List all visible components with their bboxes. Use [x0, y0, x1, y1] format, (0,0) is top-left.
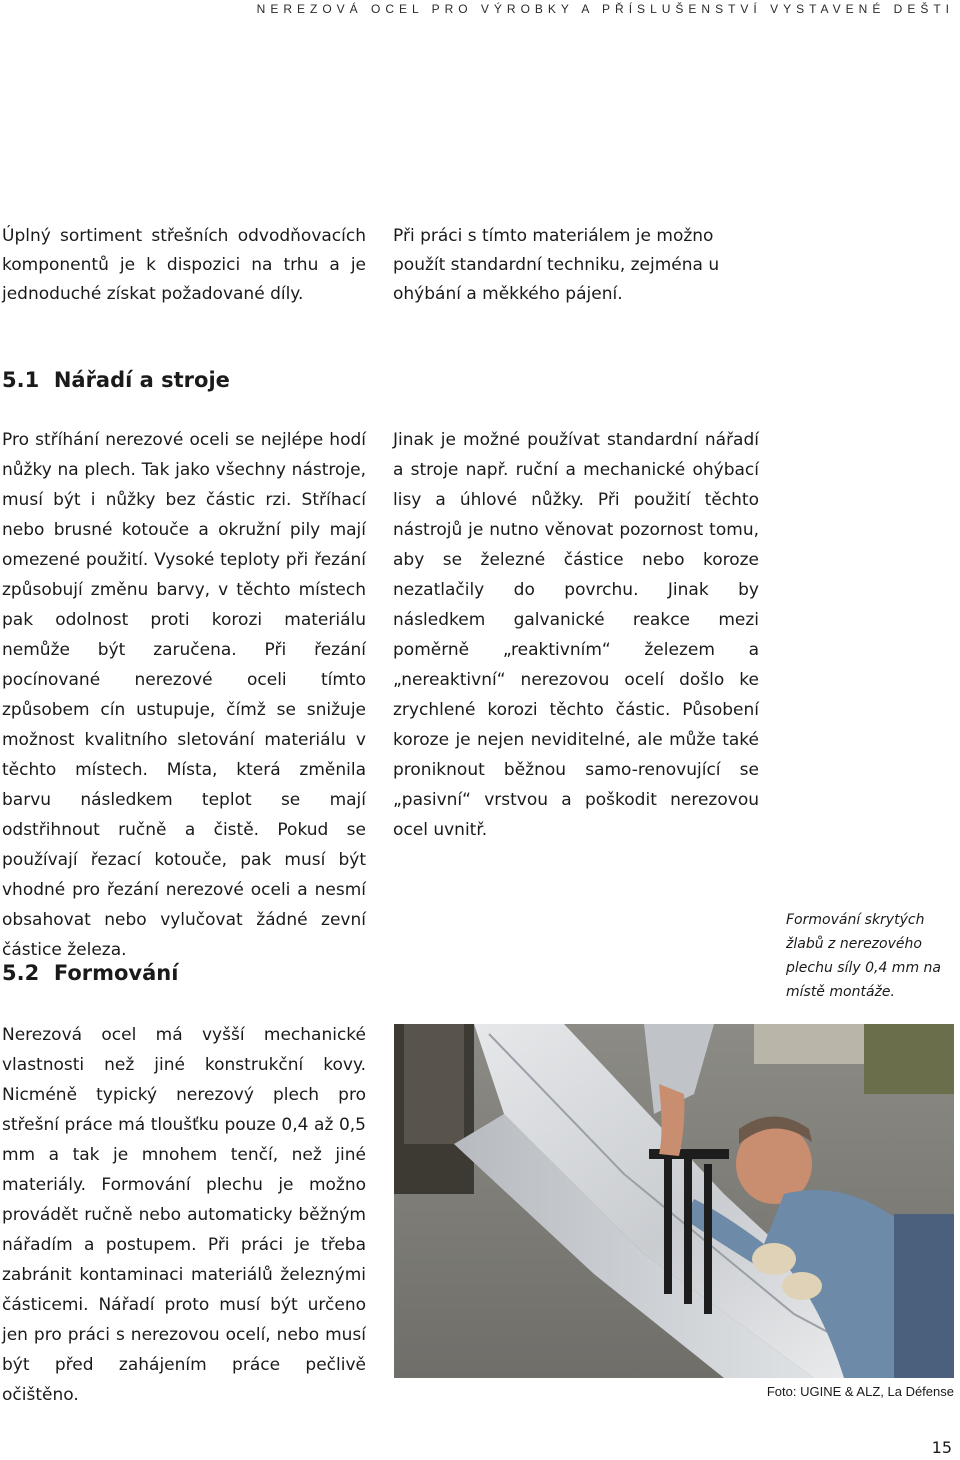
section-number: 5.2 — [2, 961, 40, 985]
intro-left-paragraph: Úplný sortiment střešních odvodňovacích komponentů je k dispozici na trhu a je jednoduché získat požadované díly. — [2, 226, 366, 304]
section-title: Nářadí a stroje — [53, 368, 230, 392]
figure-caption: Formování skrytých žlabů z nerezového plechu síly 0,4 mm na místě montáže. — [786, 912, 941, 1000]
tools-left-paragraph: Pro stříhání nerezové oceli se nejlépe hodí nůžky na plech. Tak jako všechny nástroje, musí být i nůžky bez částic rzi. Stříhací nebo brusné kotouče a okružní pily mají omezené použití. Vysoké teploty při řezání způsobují změnu barvy, v těchto místech pak odolnost proti korozi materiálu nemůže být zaručena. Při řezání pocínované nerezové oceli tímto způsobem cín ustupuje, čímž se snižuje možnost kvalitního sletování materiálu v těchto místech. Místa, která změnila barvu následkem teplot se mají odstřihnout ručně a čistě. Pokud se používají řezací kotouče, pak musí být vhodné pro řezání nerezové oceli a nesmí obsahovat nebo vylučovat žádné zevní částice železa. — [2, 430, 366, 960]
tools-right-paragraph: Jinak je možné používat standardní nářadí a stroje např. ruční a mechanické ohýbací lisy a úhlové nůžky. Při použití těchto nástrojů je nutno věnovat pozornost tomu, aby se železné částice nebo koroze nezatlačily do povrchu. Jinak by následkem galvanické reakce mezi poměrně „reaktivním“ železem a „nereaktivní“ nerezovou ocelí došlo ke zrychlené korozi těchto částic. Působení koroze je nejen neviditelné, ale může také proniknout běžnou samo-renovující se „pasivní“ vrstvou a poškodit nerezovou ocel uvnitř. — [393, 430, 759, 840]
running-header: NEREZOVÁ OCEL PRO VÝROBKY A PŘÍSLUŠENSTVÍ VYSTAVENÉ DEŠTI — [256, 2, 954, 16]
photo-credit: Foto: UGINE & ALZ, La Défense — [766, 1384, 954, 1399]
section-5-2-heading — [2, 961, 178, 985]
page-number: 15 — [931, 1438, 952, 1457]
section-title: Formování — [53, 961, 179, 985]
forming-paragraph: Nerezová ocel má vyšší mechanické vlastnosti než jiné konstrukční kovy. Nicméně typický nerezový plech pro střešní práce má tloušťku pouze 0,4 až 0,5 mm a tak je mnohem tenčí, než jiné materiály. Formování plechu je možno provádět ručně nebo automaticky běžným nářadím a postupem. Při práci je třeba zabránit kontaminaci materiálů železnými částicemi. Nářadí proto musí být určeno jen pro práci s nerezovou ocelí, nebo musí být před zahájením práce pečlivě očištěno. — [2, 1025, 366, 1405]
intro-right-paragraph: Při práci s tímto materiálem je možno použít standardní techniku, zejména u ohýbání a měkkého pájení. — [393, 226, 720, 304]
photo-illustration — [394, 1024, 954, 1378]
section-number: 5.1 — [2, 368, 40, 392]
section-5-1-heading — [2, 368, 230, 392]
forming-photo — [394, 1024, 954, 1378]
